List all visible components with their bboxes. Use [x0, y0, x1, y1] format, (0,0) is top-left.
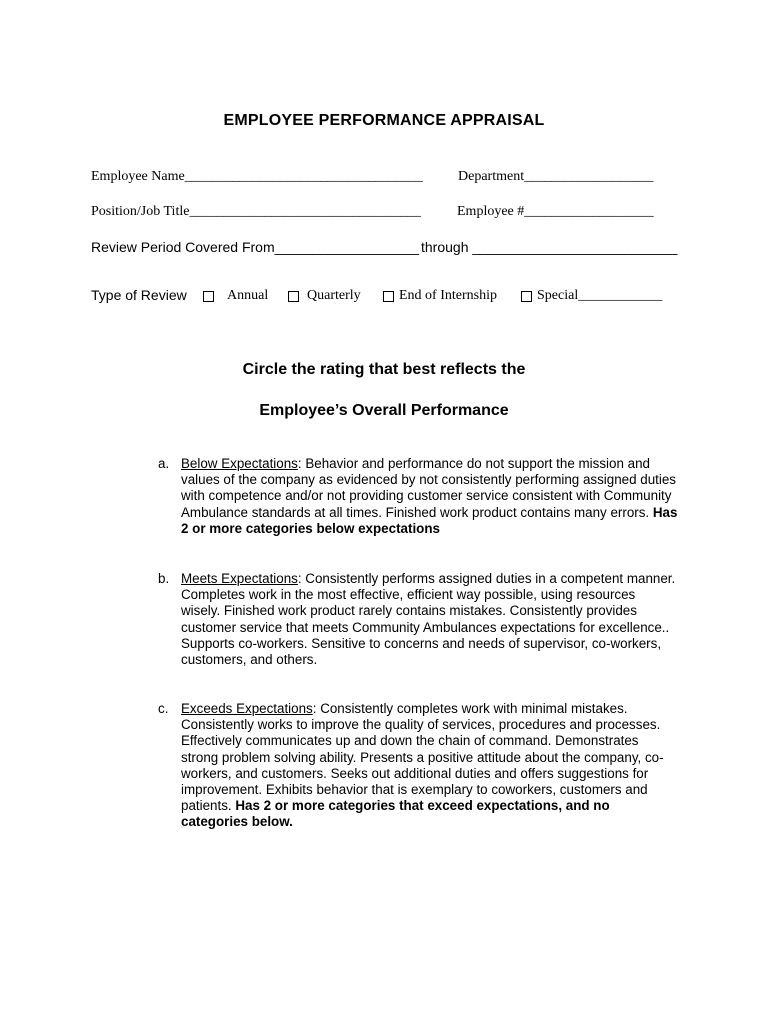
- instruction-line-2: Employee’s Overall Performance: [259, 402, 509, 419]
- rating-term: Below Expectations: [181, 456, 298, 471]
- rating-letter: a.: [158, 456, 170, 471]
- position-label: Position/Job Title: [91, 204, 190, 219]
- rating-item-below: [158, 456, 678, 537]
- quarterly-checkbox[interactable]: [288, 291, 299, 302]
- department-label: Department: [458, 169, 525, 184]
- department-row: [458, 169, 653, 185]
- type-of-review-label: Type of Review: [91, 287, 187, 303]
- rating-item-exceeds: [158, 701, 678, 831]
- review-through-row: [421, 239, 677, 255]
- rating-criteria: Has 2 or more categories that exceed expectations, and no categories below.: [181, 798, 610, 830]
- instruction-line-1: Circle the rating that best reflects the: [242, 361, 526, 378]
- position-field[interactable]: __________________________________: [189, 204, 421, 219]
- employee-name-label: Employee Name: [91, 169, 185, 184]
- employee-name-row: [91, 169, 423, 185]
- special-checkbox[interactable]: [521, 291, 532, 302]
- review-from-field[interactable]: ___________________: [274, 239, 419, 255]
- employee-name-field[interactable]: ___________________________________: [184, 169, 423, 184]
- quarterly-label: Quarterly: [307, 288, 361, 303]
- employee-number-label: Employee #: [457, 204, 525, 219]
- review-period-label: Review Period Covered From: [91, 239, 275, 255]
- review-period-row: [91, 239, 419, 255]
- page-title: EMPLOYEE PERFORMANCE APPRAISAL: [223, 112, 545, 129]
- rating-term: Exceeds Expectations: [181, 701, 313, 716]
- position-row: [91, 204, 421, 220]
- department-field[interactable]: ___________________: [524, 169, 654, 184]
- rating-description: : Consistently performs assigned duties in a competent manner. Completes work in the most effective, efficient way possible, using resources wisely. Finished work product rarely contains mistakes. Consistently provides customer service that meets Community Ambulances expectations for excellence.. Supports co-workers. Sensitive to concerns and needs of supervisor, co-workers, customers, and others.: [181, 571, 676, 668]
- rating-term: Meets Expectations: [181, 571, 298, 586]
- through-label: through: [421, 239, 469, 255]
- rating-item-meets: [158, 571, 678, 668]
- review-through-field[interactable]: ___________________________: [472, 239, 678, 255]
- rating-description: : Behavior and performance do not support the mission and values of the company as evidenced by not consistently performing assigned duties with competence and/or not providing customer service consistent with Community Ambulance standards at all times. Finished work product contains many errors.: [181, 456, 676, 520]
- employee-number-row: [457, 204, 653, 220]
- end-of-internship-label: End of Internship: [399, 288, 497, 303]
- employee-number-field[interactable]: ___________________: [524, 204, 654, 219]
- special-field[interactable]: ____________: [578, 288, 663, 303]
- special-label: [537, 288, 662, 304]
- end-of-internship-checkbox[interactable]: [383, 291, 394, 302]
- rating-letter: c.: [158, 701, 169, 716]
- annual-label: Annual: [227, 288, 269, 303]
- special-text: Special: [537, 288, 579, 303]
- rating-letter: b.: [158, 571, 170, 586]
- annual-checkbox[interactable]: [203, 291, 214, 302]
- rating-criteria: Has 2 or more categories below expectations: [181, 504, 678, 536]
- rating-description: : Consistently completes work with minimal mistakes. Consistently works to improve the quality of services, procedures and processes. Effectively communicates up and down the chain of command. Demonstrates strong problem solving ability. Presents a positive attitude about the company, co-workers, and customers. Seeks out additional duties and offers suggestions for improvement. Exhibits behavior that is exemplary to coworkers, customers and patients.: [181, 701, 664, 814]
